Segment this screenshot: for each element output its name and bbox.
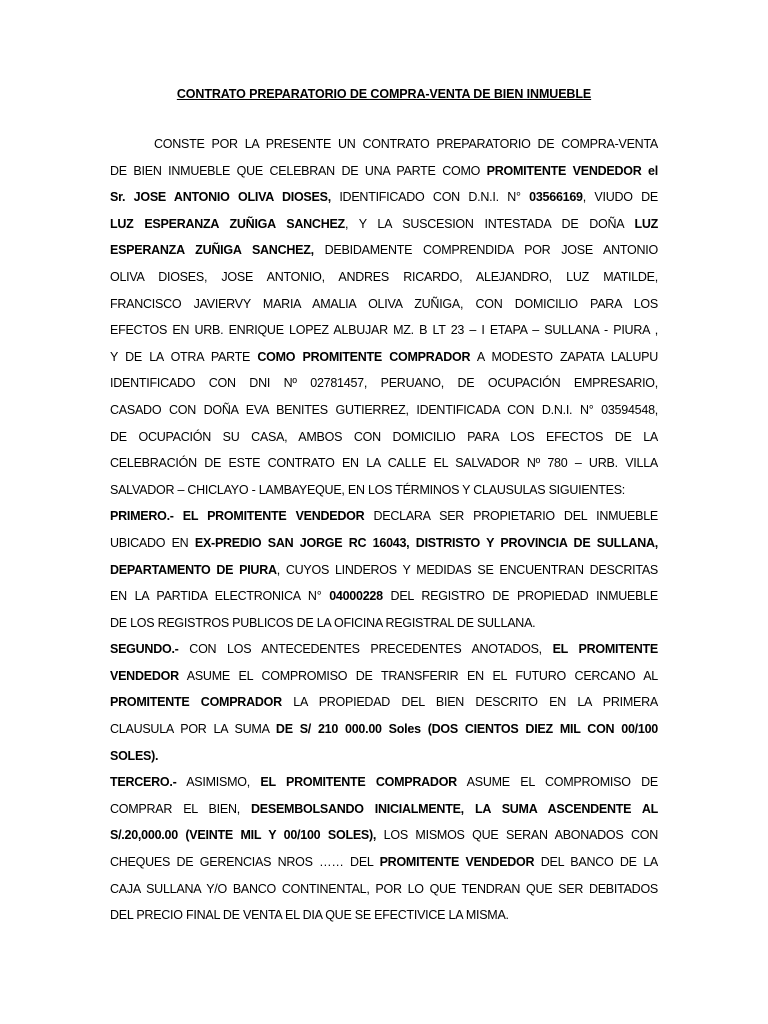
text-run: CONSTE POR LA PRESENTE UN CONTRATO PREPARATORIO DE COMPRA-VENTA (154, 137, 658, 151)
text-line (110, 849, 658, 876)
text-line (110, 450, 658, 477)
bold-text-run: DEPARTAMENTO DE PIURA (110, 562, 277, 577)
text-run: SALVADOR – CHICLAYO - LAMBAYEQUE, EN LOS TÉRMINOS Y CLAUSULAS SIGUIENTES: (110, 482, 626, 497)
text-run: , CUYOS LINDEROS Y MEDIDAS SE ENCUENTRAN DESCRITAS (276, 562, 658, 577)
bold-text-run: 04000228 (329, 589, 383, 604)
text-run: DEL REGISTRO DE PROPIEDAD INMUEBLE (382, 589, 658, 604)
bold-text-run: EL PROMITENTE (552, 642, 658, 657)
text-line (110, 397, 658, 424)
text-line (110, 477, 658, 504)
text-run: FRANCISCO JAVIERVY MARIA AMALIA OLIVA ZUÑIGA, CON DOMICILIO PARA LOS (110, 296, 658, 311)
intro-paragraph (110, 131, 658, 503)
text-run: IDENTIFICADO CON DNI Nº 02781457, PERUANO, DE OCUPACIÓN EMPRESARIO, (110, 376, 658, 391)
text-line (110, 131, 658, 158)
text-run: UBICADO EN (110, 535, 195, 550)
document-body (110, 131, 658, 929)
text-run: OLIVA DIOSES, JOSE ANTONIO, ANDRES RICARDO, ALEJANDRO, LUZ MATILDE, (110, 269, 658, 284)
text-line (110, 663, 658, 690)
bold-text-run: PROMITENTE VENDEDOR el (486, 163, 658, 178)
text-line (110, 237, 658, 264)
text-run: , Y LA SUSCESION INTESTADA DE DOÑA (344, 216, 635, 231)
bold-text-run: DE S/ 210 000.00 Soles (DOS CIENTOS DIEZ MIL CON 00/100 (275, 722, 658, 737)
text-run: , VIUDO DE (582, 190, 658, 205)
bold-text-run: VENDEDOR (110, 668, 179, 683)
bold-text-run: PRIMERO.- EL PROMITENTE VENDEDOR (110, 509, 365, 524)
text-line (110, 769, 658, 796)
text-line (110, 264, 658, 291)
text-run: DEL BANCO DE LA (534, 855, 658, 870)
bold-text-run: EX-PREDIO SAN JORGE RC 16043, DISTRISTO Y PROVINCIA DE SULLANA, (194, 535, 658, 550)
text-run: CHEQUES DE GERENCIAS NROS …… DEL (110, 855, 380, 870)
text-line (110, 822, 658, 849)
text-line (110, 184, 658, 211)
bold-text-run: DESEMBOLSANDO INICIALMENTE, LA SUMA ASCENDENTE AL (251, 801, 658, 816)
bold-text-run: EL PROMITENTE COMPRADOR (260, 775, 457, 790)
text-run: DE LOS REGISTROS PUBLICOS DE LA OFICINA REGISTRAL DE SULLANA. (110, 615, 536, 630)
text-line (110, 344, 658, 371)
text-run: CASADO CON DOÑA EVA BENITES GUTIERREZ, IDENTIFICADA CON D.N.I. N° 03594548, (110, 402, 658, 417)
text-run: IDENTIFICADO CON D.N.I. N° (330, 190, 530, 205)
text-run: EFECTOS EN URB. ENRIQUE LOPEZ ALBUJAR MZ. B LT 23 – I ETAPA – SULLANA - PIURA , (110, 323, 658, 338)
text-run: CELEBRACIÓN DE ESTE CONTRATO EN LA CALLE EL SALVADOR Nº 780 – URB. VILLA (110, 456, 658, 471)
text-line (110, 317, 658, 344)
text-run: Y DE LA OTRA PARTE (110, 349, 258, 364)
text-line (110, 583, 658, 610)
text-run: DEBIDAMENTE COMPRENDIDA POR JOSE ANTONIO (313, 243, 658, 258)
clause-segundo (110, 636, 658, 769)
bold-text-run: 03566169 (529, 190, 583, 205)
document-title: CONTRATO PREPARATORIO DE COMPRA-VENTA DE BIEN INMUEBLE (176, 87, 592, 101)
bold-text-run: LUZ (634, 216, 659, 231)
text-run: ASUME EL COMPROMISO DE (456, 775, 658, 790)
clause-primero (110, 503, 658, 636)
bold-text-run: ESPERANZA ZUÑIGA SANCHEZ, (110, 243, 314, 258)
text-run: DECLARA SER PROPIETARIO DEL INMUEBLE (364, 509, 658, 524)
bold-text-run: SOLES). (110, 748, 159, 763)
text-line (110, 796, 658, 823)
text-line (110, 902, 658, 929)
text-line (110, 530, 658, 557)
text-run: ASIMISMO, (176, 775, 261, 790)
text-run: EN LA PARTIDA ELECTRONICA N° (110, 589, 330, 604)
text-line (110, 158, 658, 185)
text-run: CON LOS ANTECEDENTES PRECEDENTES ANOTADOS, (178, 642, 553, 657)
bold-text-run: SEGUNDO.- (110, 642, 179, 657)
text-run: LA PROPIEDAD DEL BIEN DESCRITO EN LA PRIMERA (281, 695, 658, 710)
text-run: CLAUSULA POR LA SUMA (110, 722, 276, 737)
text-line (110, 689, 658, 716)
text-line (110, 211, 658, 238)
text-line (110, 557, 658, 584)
text-run: CAJA SULLANA Y/O BANCO CONTINENTAL, POR LO QUE TENDRAN QUE SER DEBITADOS (110, 881, 658, 896)
bold-text-run: PROMITENTE COMPRADOR (110, 695, 282, 710)
text-line (110, 636, 658, 663)
text-run: DE OCUPACIÓN SU CASA, AMBOS CON DOMICILIO PARA LOS EFECTOS DE LA (110, 429, 658, 444)
text-line (110, 424, 658, 451)
bold-text-run: COMO PROMITENTE COMPRADOR (257, 349, 471, 364)
text-line (110, 291, 658, 318)
bold-text-run: TERCERO.- (110, 775, 177, 790)
text-run: ASUME EL COMPROMISO DE TRANSFERIR EN EL FUTURO CERCANO AL (178, 668, 658, 683)
bold-text-run: Sr. JOSE ANTONIO OLIVA DIOSES, (110, 190, 331, 205)
bold-text-run: LUZ ESPERANZA ZUÑIGA SANCHEZ (110, 216, 345, 231)
text-line (110, 503, 658, 530)
text-run: A MODESTO ZAPATA LALUPU (470, 349, 658, 364)
text-line (110, 610, 658, 637)
text-line (110, 743, 658, 770)
text-line (110, 370, 658, 397)
text-run: LOS MISMOS QUE SERAN ABONADOS CON (376, 828, 658, 843)
text-line (110, 716, 658, 743)
clause-tercero (110, 769, 658, 929)
bold-text-run: S/.20,000.00 (VEINTE MIL Y 00/100 SOLES), (110, 828, 377, 843)
text-run: DEL PRECIO FINAL DE VENTA EL DIA QUE SE EFECTIVICE LA MISMA. (110, 908, 509, 923)
bold-text-run: PROMITENTE VENDEDOR (379, 855, 535, 870)
text-line (110, 876, 658, 903)
text-run: DE BIEN INMUEBLE QUE CELEBRAN DE UNA PARTE COMO (110, 163, 487, 178)
text-run: COMPRAR EL BIEN, (110, 801, 252, 816)
